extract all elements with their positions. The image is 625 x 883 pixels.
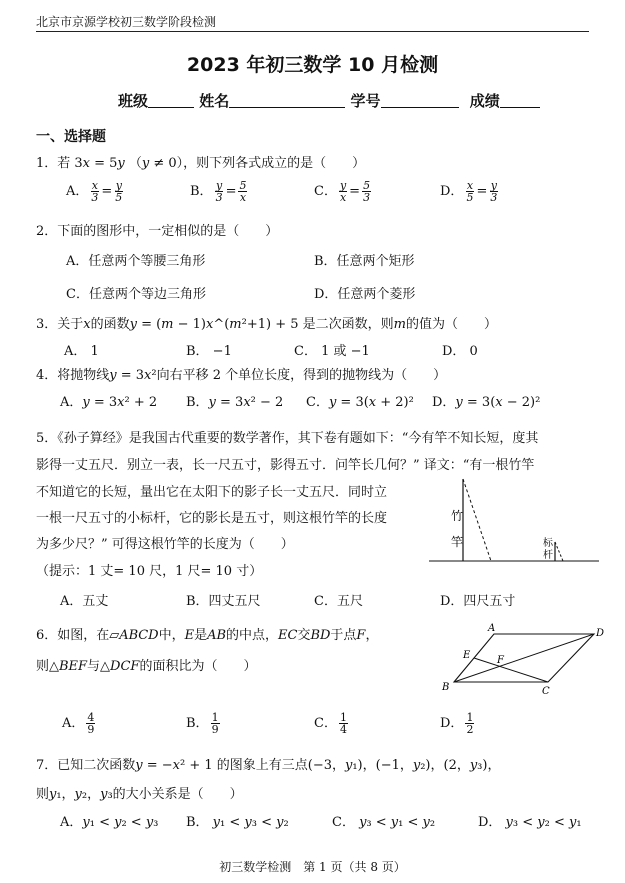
frac-num: x xyxy=(91,179,98,192)
header-rule xyxy=(36,31,589,32)
frac-den: x xyxy=(339,191,347,204)
q1-option-d[interactable]: D． $\frac{x}{5}$ = $\frac{y}{3}$ xyxy=(440,179,498,204)
q2-option-c[interactable]: C．任意两个等边三角形 xyxy=(66,287,206,302)
q1-c-label: C． xyxy=(314,184,337,199)
class-blank[interactable] xyxy=(148,93,194,108)
exam-title: 2023 年初三数学 10 月检测 xyxy=(186,54,439,76)
q6-option-a[interactable] xyxy=(62,712,97,735)
rod-ray-dashed xyxy=(555,542,563,561)
page-header: 北京市京源学校初三数学阶段检测 xyxy=(36,15,217,29)
q2-stem: 2．下面的图形中，一定相似的是（ ） xyxy=(36,224,279,239)
bamboo-pole-figure xyxy=(425,474,601,568)
sun-ray-dashed xyxy=(463,479,491,561)
frac-den: 3 xyxy=(363,191,371,204)
q7-option-c[interactable]: C． 𝑦₃ < 𝑦₁ < 𝑦₂ xyxy=(332,815,436,830)
frac-den: 3 xyxy=(215,191,223,204)
score-blank[interactable] xyxy=(500,93,540,108)
q5-line4: 一根一尺五寸的小标杆，它的影长是五寸，则这根竹竿的长度 xyxy=(36,511,388,526)
q5-hint: （提示：1 丈= 10 尺，1 尺= 10 寸） xyxy=(36,564,263,579)
q6-c-label: C． xyxy=(314,716,337,731)
rod-label-2: 杆 xyxy=(543,550,553,561)
rod-label-1: 标 xyxy=(543,538,553,549)
q1-option-c[interactable]: C． $\frac{y}{x}$ = $\frac{5}{3}$ xyxy=(314,179,371,204)
q2-option-d[interactable]: D．任意两个菱形 xyxy=(314,287,416,302)
frac-den: 2 xyxy=(466,723,474,736)
q7-line2: 则𝑦₁，𝑦₂，𝑦₃的大小关系是（ ） xyxy=(36,787,243,802)
section-title: 一、选择题 xyxy=(36,129,106,145)
q5-line1: 5．《孙子算经》是我国古代重要的数学著作，其下卷有题如下：“今有竿不知长短，度其 xyxy=(36,431,539,446)
frac-num: 1 xyxy=(339,711,347,724)
frac-num: y xyxy=(490,179,497,192)
vertex-d: D xyxy=(596,628,605,639)
q3-stem: 3．关于𝑥的函数𝑦 = (𝑚 − 1)𝑥^(𝑚²+1) + 5 是二次函数，则𝑚的值为（ ） xyxy=(36,317,497,332)
q6-line2: 则△𝐵𝐸𝐹与△𝐷𝐶𝐹的面积比为（ ） xyxy=(36,659,257,674)
q7-option-b[interactable]: B． 𝑦₁ < 𝑦₃ < 𝑦₂ xyxy=(186,815,289,830)
q1-b-label: B． xyxy=(190,184,213,199)
frac-den: x xyxy=(239,191,247,204)
frac-num: y xyxy=(339,179,347,192)
name-label: 姓名 xyxy=(199,92,230,110)
q1-option-b[interactable]: B． $\frac{y}{3}$ = $\frac{5}{x}$ xyxy=(190,179,247,204)
q3-option-d[interactable]: D． 0 xyxy=(442,344,478,359)
q6-line1: 6．如图，在▱𝐴𝐵𝐶𝐷中，𝐸是𝐴𝐵的中点，𝐸𝐶交𝐵𝐷于点𝐹， xyxy=(36,628,379,643)
q5-line3: 不知道它的长短，量出它在太阳下的影子长一丈五尺．同时立 xyxy=(36,485,388,500)
q5-line5: 为多少尺？” 可得这根竹竿的长度为（ ） xyxy=(36,537,294,552)
q6-option-d[interactable] xyxy=(440,712,476,735)
q6-a-label: A． xyxy=(62,716,85,731)
id-blank[interactable] xyxy=(381,93,459,108)
q1-option-a[interactable]: A． $\frac{x}{3}$ = $\frac{y}{5}$ xyxy=(66,179,123,204)
q6-option-c[interactable] xyxy=(314,712,350,735)
vertex-a: A xyxy=(488,623,496,634)
q3-option-a[interactable]: A． 1 xyxy=(64,344,99,359)
frac-den: 3 xyxy=(91,191,99,204)
q4-option-c[interactable]: C．𝑦 = 3(𝑥 + 2)² xyxy=(306,395,414,410)
q1-a-label: A． xyxy=(66,184,89,199)
q4-option-a[interactable]: A．𝑦 = 3𝑥² + 2 xyxy=(60,395,158,410)
parallelogram-figure xyxy=(436,620,606,700)
segment-ec xyxy=(474,658,548,682)
frac-den: 4 xyxy=(339,723,347,736)
class-label: 班级 xyxy=(118,92,149,110)
score-label: 成绩 xyxy=(469,92,500,110)
frac-num: 1 xyxy=(211,711,219,724)
frac-num: 5 xyxy=(239,179,247,192)
q4-option-d[interactable]: D．𝑦 = 3(𝑥 − 2)² xyxy=(432,395,541,410)
q5-option-d[interactable]: D．四尺五寸 xyxy=(440,594,516,609)
point-f: F xyxy=(497,655,504,666)
frac-den: 3 xyxy=(490,191,498,204)
q3-option-c[interactable]: C． 1 或 −1 xyxy=(294,344,370,359)
q5-option-b[interactable]: B．四丈五尺 xyxy=(186,594,261,609)
q5-option-c[interactable]: C．五尺 xyxy=(314,594,363,609)
student-info-row xyxy=(118,90,540,111)
vertex-b: B xyxy=(442,682,450,693)
q7-line1: 7．已知二次函数𝑦 = −𝑥² + 1 的图象上有三点(−3，𝑦₁)，(−1，𝑦₂)，(2，𝑦₃)， xyxy=(36,758,501,773)
page-footer: 初三数学检测 第 1 页（共 8 页） xyxy=(219,860,406,874)
frac-num: y xyxy=(115,179,122,192)
q2-option-a[interactable]: A．任意两个等腰三角形 xyxy=(66,254,206,269)
q1-d-label: D． xyxy=(440,184,464,199)
frac-den: 9 xyxy=(87,723,95,736)
q5-line2: 影得一丈五尺．别立一表，长一尺五寸，影得五寸．问竿长几何？” 译文：“有一根竹竿 xyxy=(36,458,535,473)
frac-num: 4 xyxy=(87,711,95,724)
q2-option-b[interactable]: B．任意两个矩形 xyxy=(314,254,415,269)
point-e: E xyxy=(463,650,471,661)
q4-option-b[interactable]: B．𝑦 = 3𝑥² − 2 xyxy=(186,395,284,410)
frac-den: 9 xyxy=(211,723,219,736)
pole-label-2: 竿 xyxy=(451,535,464,549)
q7-option-a[interactable]: A．𝑦₁ < 𝑦₂ < 𝑦₃ xyxy=(60,815,159,830)
q6-option-b[interactable] xyxy=(186,712,222,735)
q6-b-label: B． xyxy=(186,716,209,731)
frac-den: 5 xyxy=(466,191,474,204)
vertex-c: C xyxy=(542,686,550,697)
pole-label-1: 竹 xyxy=(451,509,464,523)
frac-num: y xyxy=(215,179,223,192)
q6-d-label: D． xyxy=(440,716,464,731)
q4-stem: 4．将抛物线𝑦 = 3𝑥²向右平移 2 个单位长度，得到的抛物线为（ ） xyxy=(36,368,447,383)
id-label: 学号 xyxy=(350,92,381,110)
q7-option-d[interactable]: D． 𝑦₃ < 𝑦₂ < 𝑦₁ xyxy=(478,815,582,830)
q1-stem: 1．若 3𝑥 = 5𝑦 （𝑦 ≠ 0），则下列各式成立的是（ ） xyxy=(36,156,366,171)
frac-num: x xyxy=(466,179,474,192)
name-blank[interactable] xyxy=(229,93,345,108)
frac-num: 1 xyxy=(466,711,474,724)
q5-option-a[interactable]: A．五丈 xyxy=(60,594,109,609)
q3-option-b[interactable]: B． −1 xyxy=(186,344,232,359)
frac-num: 5 xyxy=(363,179,371,192)
frac-den: 5 xyxy=(115,191,123,204)
